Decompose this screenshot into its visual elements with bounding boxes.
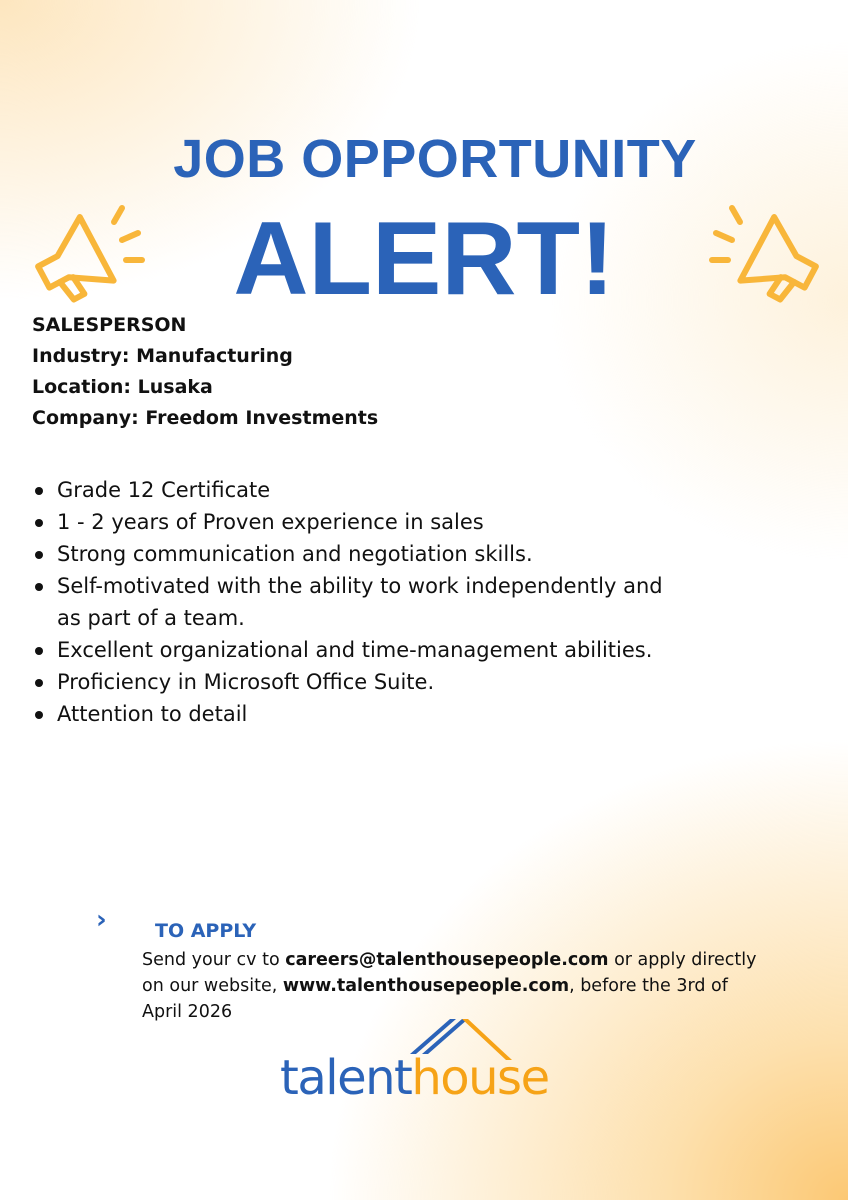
apply-text-3: , before the 3rd of April 2026 bbox=[142, 976, 728, 1022]
logo-house: house bbox=[411, 1050, 549, 1106]
website-link[interactable]: www.talenthousepeople.com bbox=[282, 976, 570, 996]
list-item: 1 - 2 years of Proven experience in sales bbox=[32, 506, 672, 538]
chevron-right-icon: › bbox=[96, 905, 107, 935]
list-item: Strong communication and negotiation skills. bbox=[32, 538, 672, 570]
email-link[interactable]: careers@talenthousepeople.com bbox=[285, 950, 609, 970]
logo-wordmark bbox=[280, 1050, 549, 1106]
requirements-list bbox=[32, 474, 672, 730]
heading-alert: ALERT! bbox=[233, 201, 615, 317]
list-item: Attention to detail bbox=[32, 698, 672, 730]
apply-instructions bbox=[142, 947, 762, 1025]
job-info bbox=[32, 310, 378, 434]
apply-text-2: or apply directly on our website, bbox=[142, 950, 757, 996]
job-industry: Industry: Manufacturing bbox=[32, 345, 293, 367]
apply-title: TO APPLY bbox=[155, 920, 257, 942]
list-item: Grade 12 Certificate bbox=[32, 474, 672, 506]
job-title: SALESPERSON bbox=[32, 314, 187, 336]
list-item: Proficiency in Microsoft Office Suite. bbox=[32, 666, 672, 698]
megaphone-icon bbox=[22, 200, 154, 312]
logo-talent: talent bbox=[280, 1050, 412, 1106]
megaphone-icon bbox=[700, 200, 832, 312]
talenthouse-logo bbox=[280, 1016, 550, 1116]
apply-text-1: Send your cv to bbox=[142, 950, 286, 970]
list-item: Excellent organizational and time-management abilities. bbox=[32, 634, 672, 666]
heading-job-opportunity: JOB OPPORTUNITY bbox=[173, 129, 697, 189]
job-location: Location: Lusaka bbox=[32, 376, 213, 398]
job-company: Company: Freedom Investments bbox=[32, 407, 379, 429]
list-item: Self-motivated with the ability to work independently and as part of a team. bbox=[32, 570, 672, 634]
